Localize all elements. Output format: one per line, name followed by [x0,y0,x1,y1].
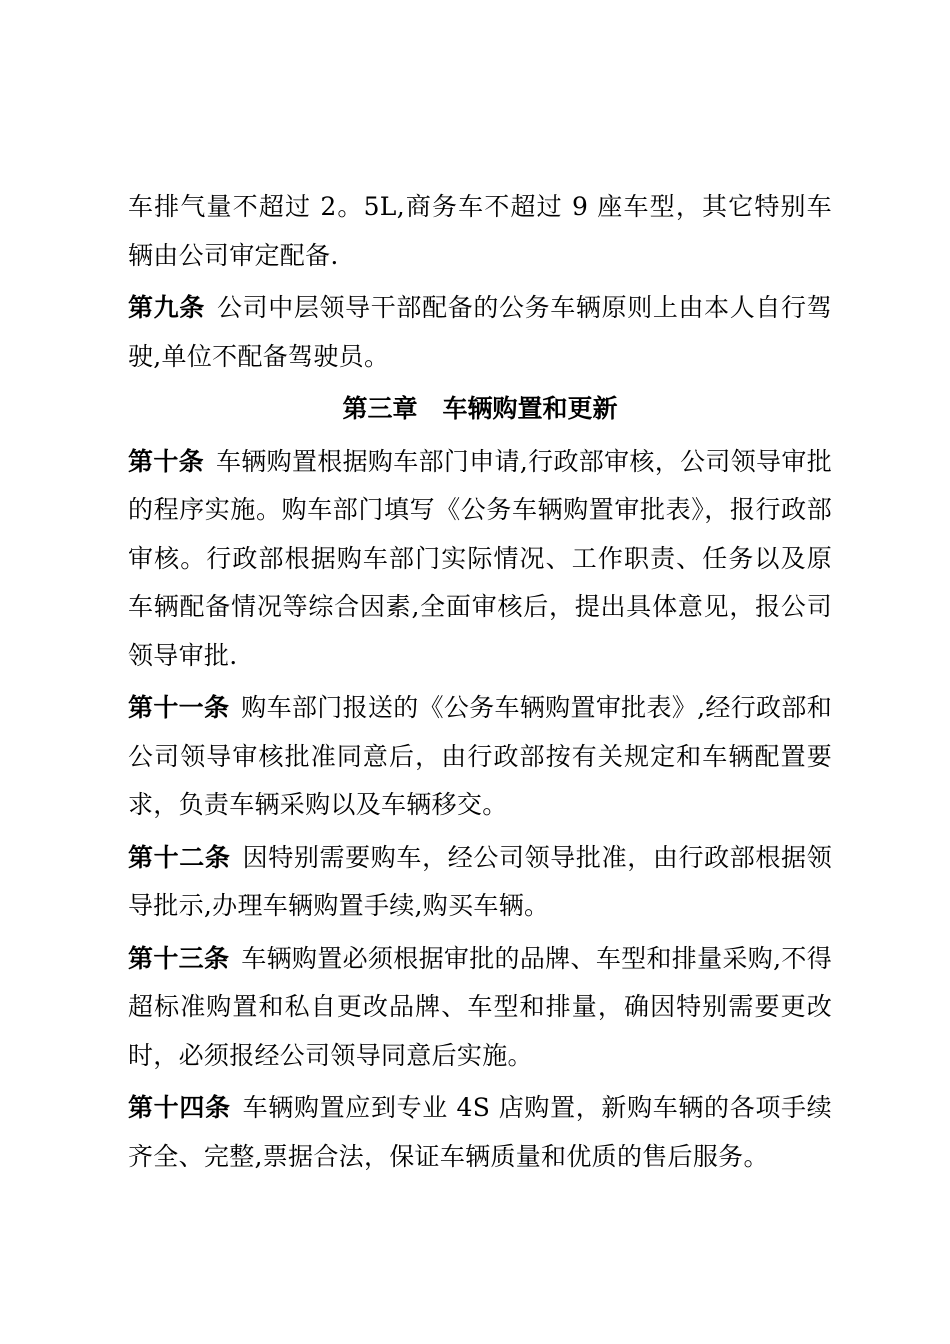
article-9-title: 第九条 [128,293,205,322]
article-10 [128,438,832,681]
chapter-3-heading: 第三章 车辆购置和更新 [342,394,618,423]
article-9-text: 公司中层领导干部配备的公务车辆原则上由本人自行驾驶,单位不配备驾驶员。 [128,293,833,371]
continuation-paragraph [128,183,832,280]
article-11-text: 购车部门报送的《公务车辆购置审批表》,经行政部和公司领导审核批准同意后，由行政部按有关规定和车辆配置要求，负责车辆采购以及车辆移交。 [128,693,832,819]
article-9 [128,284,832,381]
article-13 [128,935,832,1081]
document-body [128,183,832,1185]
article-13-text: 车辆购置必须根据审批的品牌、车型和排量采购,不得超标准购置和私自更改品牌、车型和排量，确因特别需要更改时，必须报经公司领导同意后实施。 [128,943,832,1070]
article-14-title: 第十四条 [128,1093,231,1122]
article-12-title: 第十二条 [128,842,231,872]
article-14 [128,1084,832,1181]
article-12-text: 因特别需要购车，经公司领导批准，由行政部根据领导批示,办理车辆购置手续,购买车辆。 [128,842,833,920]
article-10-title: 第十条 [128,446,204,476]
article-10-text: 车辆购置根据购车部门申请,行政部审核，公司领导审批的程序实施。购车部门填写《公务车辆购置审批表》，报行政部审核。行政部根据购车部门实际情况、工作职责、任务以及原车辆配备情况等综合因素,全面审核后，提出具体意见，报公司领导审批. [128,446,833,670]
article-14-text: 车辆购置应到专业 4S 店购置，新购车辆的各项手续齐全、完整,票据合法，保证车辆质量和优质的售后服务。 [128,1093,832,1171]
article-11 [128,684,832,830]
continuation-text: 车排气量不超过 2。5L,商务车不超过 9 座车型，其它特别车辆由公司审定配备. [128,192,832,270]
article-11-title: 第十一条 [128,693,230,722]
article-12 [128,834,832,931]
article-13-title: 第十三条 [128,943,230,973]
